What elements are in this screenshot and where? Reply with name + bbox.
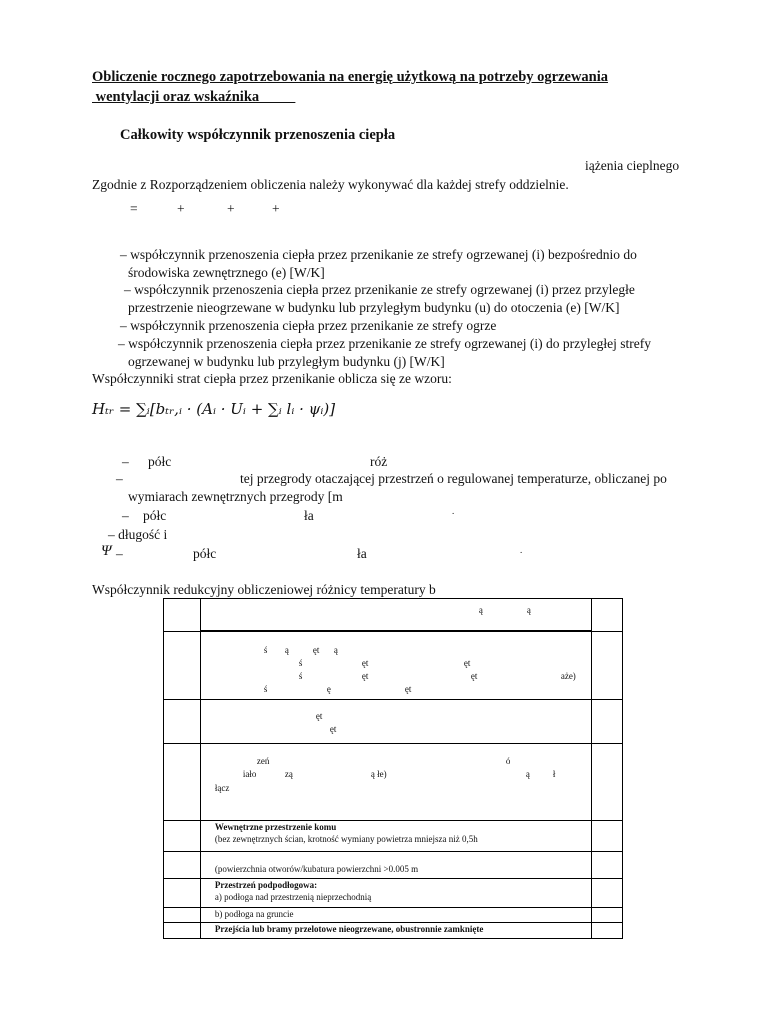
partial-text-right: iążenia cieplnego [585,158,680,173]
table-fragment: ęt [361,671,369,681]
table-fragment: ęt [315,711,323,721]
legend-line: – długość i [108,527,168,542]
formula-intro: Współczynniki strat ciepła przez przenikanie oblicza się ze wzoru: [92,371,452,386]
table-row [164,631,623,700]
table-row-title: Przestrzeń podpodłogowa: [214,880,318,890]
table-row [164,700,623,744]
table-fragment: ą [526,605,531,615]
table-fragment: ś [298,658,303,668]
table-cell [592,879,623,908]
table-row [164,744,623,821]
table-cell [592,599,623,632]
intro-paragraph: Zgodnie z Rozporządzeniem obliczenia należy wykonywać dla każdej strefy oddzielnie. [92,177,569,192]
document-title-line2: wentylacji oraz wskaźnika [92,89,296,105]
legend-fragment: róż [370,454,388,469]
table-cell [200,744,591,821]
table-cell [592,631,623,700]
legend-fragment: ła [304,508,314,523]
table-fragment: ś [263,684,268,694]
table-fragment: aże) [560,671,576,681]
section-heading: Całkowity współczynnik przenoszenia ciepła [120,127,396,143]
table-row [164,599,623,632]
table-fragment: ęt [329,724,337,734]
table-row [164,923,623,939]
equation-plus-1: + [177,201,185,216]
table-row-text: b) podłoga na gruncie [214,909,294,919]
definition-line: ogrzewanej w budynku lub przyległym budynku (j) [W/K] [128,354,445,369]
table-cell [164,879,201,908]
psi-symbol: Ψ [101,543,112,559]
table-cell [200,852,591,879]
legend-line: wymiarach zewnętrznych przegrody [m [128,489,343,504]
table-row-text: (powierzchnia otworów/kubatura powierzchni >0.005 m [214,864,419,874]
legend-fragment: półc [143,508,167,523]
table-row [164,821,623,852]
table-cell [592,744,623,821]
equation-plus-3: + [272,201,280,216]
table-row [164,852,623,879]
table-row-text: (bez zewnętrznych ścian, krotność wymiany powietrza mniejsza niż 0,5h [214,834,478,844]
definition-line: przestrzenie nieogrzewane w budynku lub przyległym budynku (u) do otoczenia (e) [W/K] [128,300,620,315]
definition-line: – współczynnik przenoszenia ciepła przez przenikanie ze strefy ogrze [120,318,497,333]
table-row-text: a) podłoga nad przestrzenią nieprzechodnią [214,892,372,902]
definition-line: – współczynnik przenoszenia ciepła przez przenikanie ze strefy ogrzewanej (i) bezpośrednio do [120,247,637,262]
legend-fragment: półc [193,546,217,561]
legend-fragment: . [452,506,455,516]
legend-line: tej przegrody otaczającej przestrzeń o regulowanej temperaturze, obliczanej po [240,471,667,486]
legend-fragment: ła [357,546,367,561]
table-fragment: iało [242,769,257,779]
table-cell [200,821,591,852]
legend-fragment: . [520,545,523,555]
table-fragment: ą łe) [370,769,387,779]
table-fragment: ś [298,671,303,681]
legend-dash: – [116,471,123,486]
table-row [164,879,623,908]
reduction-heading: Współczynnik redukcyjny obliczeniowej różnicy temperatury b [92,582,436,597]
table-fragment: zeń [256,756,270,766]
table-fragment: ęt [361,658,369,668]
legend-dash: – [116,546,123,561]
table-cell [164,908,201,923]
heat-loss-formula: Hₜᵣ = ∑ᵢ[bₜᵣ,ᵢ · (Aᵢ · Uᵢ + ∑ᵢ lᵢ · ψᵢ)] [92,400,336,418]
definition-line: – współczynnik przenoszenia ciepła przez przenikanie ze strefy ogrzewanej (i) przez przyległe [124,282,635,297]
equation-plus-2: + [227,201,235,216]
table-fragment: ęt [470,671,478,681]
table-cell [164,923,201,939]
equation-equals: = [130,201,138,216]
table-fragment: ę [326,684,331,694]
document-title-line1: Obliczenie rocznego zapotrzebowania na energię użytkową na potrzeby ogrzewania [92,69,609,85]
table-fragment: ą [333,645,338,655]
table-fragment: łącz [214,783,230,793]
table-cell [164,631,201,700]
table-cell [200,631,591,700]
table-cell [164,599,201,632]
legend-dash: – [122,508,129,523]
table-cell [200,599,591,632]
table-cell [200,908,591,923]
table-fragment: ł [552,769,556,779]
table-cell [164,821,201,852]
table-fragment: zą [284,769,293,779]
table-cell [200,923,591,939]
table-fragment: ęt [463,658,471,668]
reduction-factor-table [163,598,623,939]
table-fragment: ęt [404,684,412,694]
table-row-title: Wewnętrzne przestrzenie komu [214,822,337,832]
table-row [164,908,623,923]
table-cell [592,923,623,939]
table-cell [592,700,623,744]
table-cell [592,908,623,923]
table-cell [164,744,201,821]
table-row-title: Przejścia lub bramy przelotowe nieogrzewane, obustronnie zamknięte [214,924,484,934]
table-fragment: ą [284,645,289,655]
table-cell [200,879,591,908]
definition-line: środowiska zewnętrznego (e) [W/K] [128,265,325,280]
table-fragment: ś [263,645,268,655]
table-fragment: ó [505,756,511,766]
table-fragment: ęt [312,645,320,655]
table-fragment: ą [525,769,530,779]
table-cell [164,700,201,744]
table-fragment: ą [478,605,483,615]
legend-dash: – [122,454,129,469]
table-cell [200,700,591,744]
table-cell [164,852,201,879]
table-cell [592,852,623,879]
definition-line: – współczynnik przenoszenia ciepła przez przenikanie ze strefy ogrzewanej (i) do przyległej strefy [118,336,651,351]
table-cell [592,821,623,852]
legend-fragment: półc [148,454,172,469]
